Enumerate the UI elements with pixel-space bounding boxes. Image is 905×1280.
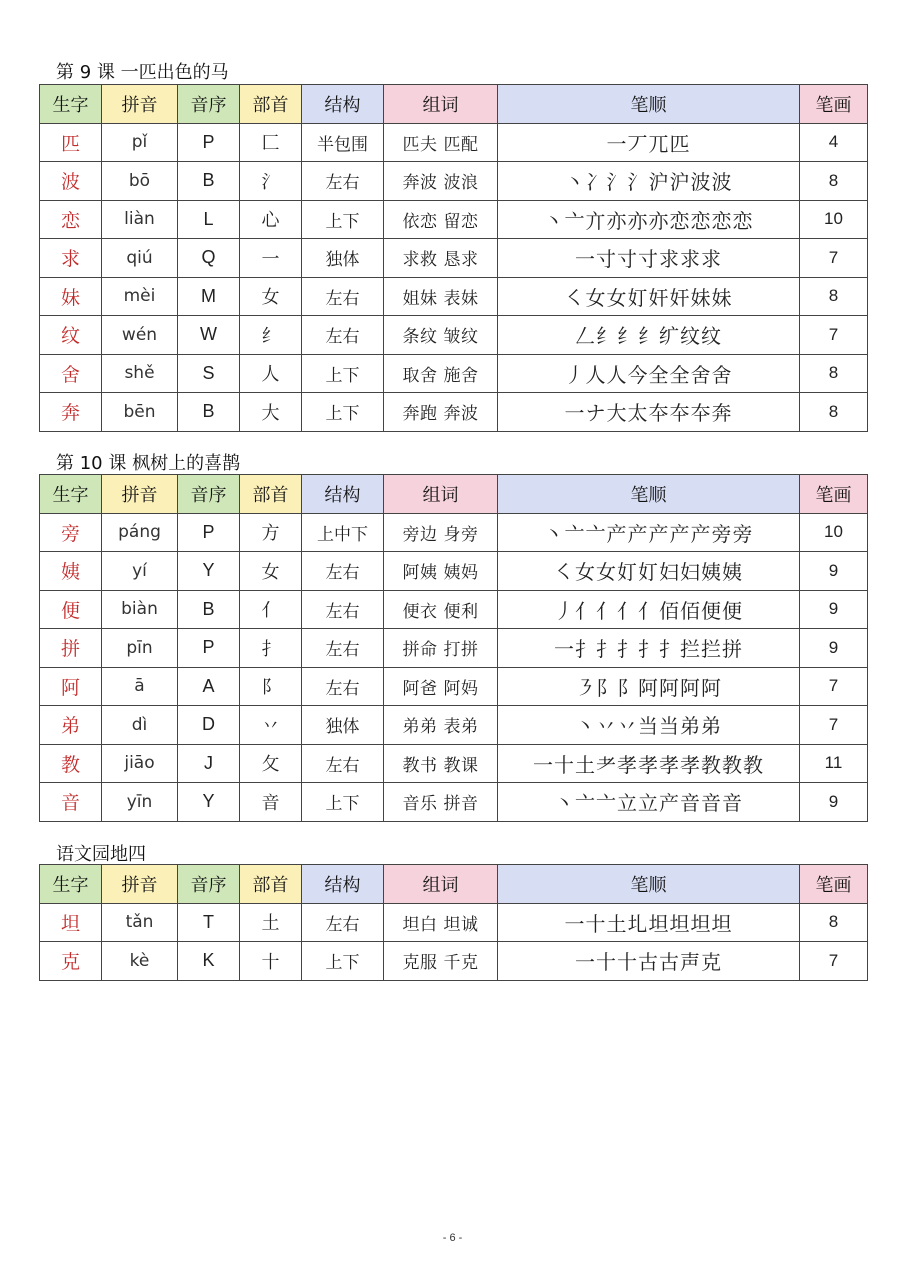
stroke-order-cell: 丿人人今全全舍舍 — [498, 354, 800, 393]
table-header-row — [40, 865, 868, 904]
header-stroke-order: 笔顺 — [498, 475, 800, 514]
radical-cell: 心 — [240, 200, 302, 239]
header-words: 组词 — [384, 85, 498, 124]
stroke-order-cell: 丶亠亠产产产产产旁旁 — [498, 513, 800, 552]
character-cell: 恋 — [40, 200, 102, 239]
words-cell: 教书 教课 — [384, 744, 498, 783]
stroke-order-cell: 一十土耂孝孝孝孝教教教 — [498, 744, 800, 783]
radical-cell: 攵 — [240, 744, 302, 783]
words-cell: 阿姨 姨妈 — [384, 552, 498, 591]
lesson-title: 第 9 课 一匹出色的马 — [56, 62, 229, 83]
words-cell: 便衣 便利 — [384, 590, 498, 629]
radical-cell: 阝 — [240, 667, 302, 706]
pinyin-cell: wén — [102, 316, 178, 355]
character-cell: 妹 — [40, 277, 102, 316]
table-row — [40, 590, 868, 629]
header-character: 生字 — [40, 865, 102, 904]
header-pinyin: 拼音 — [102, 475, 178, 514]
character-table — [39, 864, 868, 981]
initial-cell: S — [178, 354, 240, 393]
header-radical: 部首 — [240, 85, 302, 124]
stroke-count-cell: 7 — [800, 942, 868, 981]
initial-cell: Q — [178, 239, 240, 278]
words-cell: 拼命 打拼 — [384, 629, 498, 668]
radical-cell: 丷 — [240, 706, 302, 745]
header-pinyin: 拼音 — [102, 865, 178, 904]
pinyin-cell: dì — [102, 706, 178, 745]
pinyin-cell: pǐ — [102, 123, 178, 162]
radical-cell: 氵 — [240, 162, 302, 201]
radical-cell: 女 — [240, 277, 302, 316]
radical-cell: 一 — [240, 239, 302, 278]
pinyin-cell: liàn — [102, 200, 178, 239]
character-cell: 求 — [40, 239, 102, 278]
words-cell: 坦白 坦诚 — [384, 903, 498, 942]
words-cell: 弟弟 表弟 — [384, 706, 498, 745]
stroke-order-cell: 丶丷丷当当弟弟 — [498, 706, 800, 745]
stroke-order-cell: 丶亠亠立立产音音音 — [498, 783, 800, 822]
character-cell: 阿 — [40, 667, 102, 706]
structure-cell: 左右 — [302, 629, 384, 668]
table-row — [40, 744, 868, 783]
header-stroke-count: 笔画 — [800, 85, 868, 124]
radical-cell: 人 — [240, 354, 302, 393]
initial-cell: P — [178, 629, 240, 668]
initial-cell: J — [178, 744, 240, 783]
header-stroke-order: 笔顺 — [498, 865, 800, 904]
structure-cell: 左右 — [302, 316, 384, 355]
stroke-order-cell: ㇛女女奵奵妇妇姨姨 — [498, 552, 800, 591]
table-row — [40, 552, 868, 591]
initial-cell: D — [178, 706, 240, 745]
character-cell: 匹 — [40, 123, 102, 162]
radical-cell: 匚 — [240, 123, 302, 162]
table-row — [40, 513, 868, 552]
lesson-title: 语文园地四 — [56, 844, 146, 865]
stroke-count-cell: 8 — [800, 903, 868, 942]
words-cell: 奔波 波浪 — [384, 162, 498, 201]
pinyin-cell: kè — [102, 942, 178, 981]
stroke-count-cell: 8 — [800, 277, 868, 316]
table-header-row — [40, 475, 868, 514]
table-row — [40, 667, 868, 706]
table-row — [40, 942, 868, 981]
header-pinyin: 拼音 — [102, 85, 178, 124]
initial-cell: T — [178, 903, 240, 942]
pinyin-cell: qiú — [102, 239, 178, 278]
stroke-count-cell: 7 — [800, 706, 868, 745]
words-cell: 阿爸 阿妈 — [384, 667, 498, 706]
header-stroke-order: 笔顺 — [498, 85, 800, 124]
structure-cell: 半包围 — [302, 123, 384, 162]
stroke-count-cell: 8 — [800, 393, 868, 432]
pinyin-cell: yí — [102, 552, 178, 591]
initial-cell: Y — [178, 552, 240, 591]
character-cell: 教 — [40, 744, 102, 783]
character-cell: 纹 — [40, 316, 102, 355]
words-cell: 姐妹 表妹 — [384, 277, 498, 316]
pinyin-cell: bēn — [102, 393, 178, 432]
header-radical: 部首 — [240, 475, 302, 514]
table-row — [40, 393, 868, 432]
character-cell: 旁 — [40, 513, 102, 552]
lesson-title: 第 10 课 枫树上的喜鹊 — [56, 453, 241, 474]
words-cell: 求救 恳求 — [384, 239, 498, 278]
initial-cell: A — [178, 667, 240, 706]
header-initial: 音序 — [178, 475, 240, 514]
radical-cell: 女 — [240, 552, 302, 591]
radical-cell: 十 — [240, 942, 302, 981]
header-structure: 结构 — [302, 475, 384, 514]
pinyin-cell: páng — [102, 513, 178, 552]
words-cell: 克服 千克 — [384, 942, 498, 981]
table-row — [40, 629, 868, 668]
character-cell: 便 — [40, 590, 102, 629]
pinyin-cell: tǎn — [102, 903, 178, 942]
stroke-count-cell: 9 — [800, 629, 868, 668]
header-radical: 部首 — [240, 865, 302, 904]
header-structure: 结构 — [302, 865, 384, 904]
initial-cell: L — [178, 200, 240, 239]
initial-cell: B — [178, 393, 240, 432]
words-cell: 旁边 身旁 — [384, 513, 498, 552]
table-row — [40, 783, 868, 822]
table-row — [40, 277, 868, 316]
table-header-row — [40, 85, 868, 124]
stroke-order-cell: 丶冫氵氵沪沪波波 — [498, 162, 800, 201]
character-table — [39, 84, 868, 432]
stroke-count-cell: 8 — [800, 162, 868, 201]
radical-cell: 纟 — [240, 316, 302, 355]
initial-cell: P — [178, 513, 240, 552]
stroke-count-cell: 7 — [800, 316, 868, 355]
pinyin-cell: ā — [102, 667, 178, 706]
structure-cell: 独体 — [302, 706, 384, 745]
words-cell: 音乐 拼音 — [384, 783, 498, 822]
stroke-order-cell: ㇛女女奵奸奸妹妹 — [498, 277, 800, 316]
initial-cell: P — [178, 123, 240, 162]
table-row — [40, 316, 868, 355]
table-row — [40, 162, 868, 201]
initial-cell: W — [178, 316, 240, 355]
stroke-count-cell: 9 — [800, 783, 868, 822]
stroke-order-cell: 一扌扌扌扌扌拦拦拼 — [498, 629, 800, 668]
radical-cell: 大 — [240, 393, 302, 432]
pinyin-cell: jiāo — [102, 744, 178, 783]
stroke-count-cell: 10 — [800, 513, 868, 552]
structure-cell: 左右 — [302, 590, 384, 629]
character-cell: 弟 — [40, 706, 102, 745]
stroke-order-cell: 一丆兀匹 — [498, 123, 800, 162]
character-table — [39, 474, 868, 822]
stroke-count-cell: 4 — [800, 123, 868, 162]
stroke-count-cell: 9 — [800, 552, 868, 591]
structure-cell: 左右 — [302, 277, 384, 316]
structure-cell: 上下 — [302, 393, 384, 432]
header-words: 组词 — [384, 865, 498, 904]
initial-cell: M — [178, 277, 240, 316]
table-row — [40, 239, 868, 278]
header-words: 组词 — [384, 475, 498, 514]
character-cell: 姨 — [40, 552, 102, 591]
pinyin-cell: shě — [102, 354, 178, 393]
character-cell: 克 — [40, 942, 102, 981]
header-stroke-count: 笔画 — [800, 865, 868, 904]
radical-cell: 土 — [240, 903, 302, 942]
stroke-order-cell: 一十十古古声克 — [498, 942, 800, 981]
pinyin-cell: yīn — [102, 783, 178, 822]
structure-cell: 上下 — [302, 942, 384, 981]
words-cell: 匹夫 匹配 — [384, 123, 498, 162]
header-character: 生字 — [40, 475, 102, 514]
character-cell: 坦 — [40, 903, 102, 942]
structure-cell: 左右 — [302, 667, 384, 706]
stroke-order-cell: 一十土圠坦坦坦坦 — [498, 903, 800, 942]
radical-cell: 音 — [240, 783, 302, 822]
stroke-order-cell: 丶亠亣亦亦亦恋恋恋恋 — [498, 200, 800, 239]
table-row — [40, 200, 868, 239]
table-row — [40, 903, 868, 942]
structure-cell: 上下 — [302, 354, 384, 393]
structure-cell: 左右 — [302, 162, 384, 201]
structure-cell: 上中下 — [302, 513, 384, 552]
structure-cell: 独体 — [302, 239, 384, 278]
stroke-count-cell: 7 — [800, 239, 868, 278]
character-cell: 音 — [40, 783, 102, 822]
structure-cell: 上下 — [302, 783, 384, 822]
character-cell: 拼 — [40, 629, 102, 668]
header-initial: 音序 — [178, 85, 240, 124]
stroke-count-cell: 7 — [800, 667, 868, 706]
stroke-order-cell: ㇋阝阝阿阿阿阿 — [498, 667, 800, 706]
words-cell: 条纹 皱纹 — [384, 316, 498, 355]
radical-cell: 亻 — [240, 590, 302, 629]
header-character: 生字 — [40, 85, 102, 124]
pinyin-cell: biàn — [102, 590, 178, 629]
header-initial: 音序 — [178, 865, 240, 904]
stroke-count-cell: 11 — [800, 744, 868, 783]
header-structure: 结构 — [302, 85, 384, 124]
initial-cell: B — [178, 590, 240, 629]
table-row — [40, 706, 868, 745]
character-cell: 舍 — [40, 354, 102, 393]
page-number: - 6 - — [442, 1232, 463, 1244]
structure-cell: 左右 — [302, 552, 384, 591]
words-cell: 依恋 留恋 — [384, 200, 498, 239]
structure-cell: 左右 — [302, 744, 384, 783]
stroke-count-cell: 10 — [800, 200, 868, 239]
words-cell: 奔跑 奔波 — [384, 393, 498, 432]
character-cell: 奔 — [40, 393, 102, 432]
initial-cell: K — [178, 942, 240, 981]
stroke-order-cell: 一寸寸寸求求求 — [498, 239, 800, 278]
pinyin-cell: pīn — [102, 629, 178, 668]
table-row — [40, 354, 868, 393]
words-cell: 取舍 施舍 — [384, 354, 498, 393]
stroke-order-cell: 𠃋纟纟纟纩纹纹 — [498, 316, 800, 355]
pinyin-cell: bō — [102, 162, 178, 201]
character-cell: 波 — [40, 162, 102, 201]
header-stroke-count: 笔画 — [800, 475, 868, 514]
structure-cell: 左右 — [302, 903, 384, 942]
table-row — [40, 123, 868, 162]
stroke-count-cell: 9 — [800, 590, 868, 629]
radical-cell: 扌 — [240, 629, 302, 668]
pinyin-cell: mèi — [102, 277, 178, 316]
radical-cell: 方 — [240, 513, 302, 552]
stroke-order-cell: 丿亻亻亻亻佰佰便便 — [498, 590, 800, 629]
structure-cell: 上下 — [302, 200, 384, 239]
stroke-order-cell: 一ナ大太夲夲夲奔 — [498, 393, 800, 432]
initial-cell: Y — [178, 783, 240, 822]
stroke-count-cell: 8 — [800, 354, 868, 393]
initial-cell: B — [178, 162, 240, 201]
